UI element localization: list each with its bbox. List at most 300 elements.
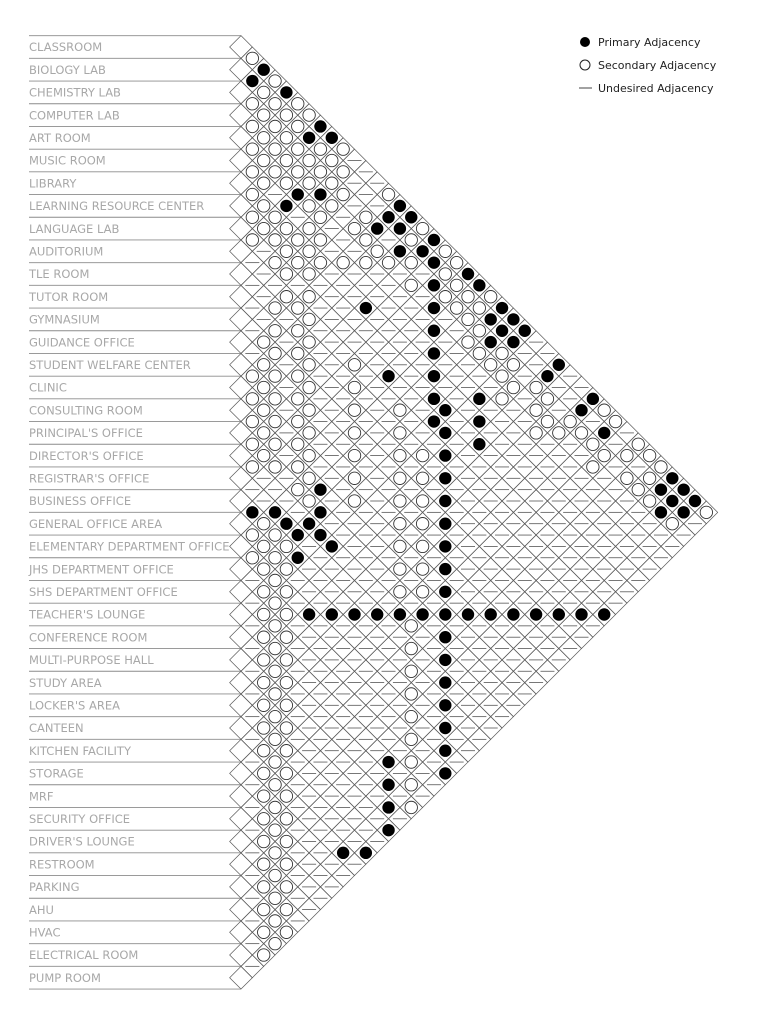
secondary-adjacency-mark xyxy=(394,586,406,598)
room-label: CHEMISTRY LAB xyxy=(29,85,121,100)
primary-adjacency-mark xyxy=(405,211,417,223)
room-row xyxy=(29,358,241,376)
adjacency-grid xyxy=(230,36,718,989)
room-label: TLE ROOM xyxy=(29,267,90,282)
secondary-adjacency-mark xyxy=(258,926,270,938)
secondary-adjacency-mark xyxy=(269,256,281,268)
primary-adjacency-mark xyxy=(439,449,451,461)
secondary-adjacency-mark xyxy=(258,359,270,371)
secondary-adjacency-mark xyxy=(246,461,258,473)
room-label: MRF xyxy=(29,789,54,804)
secondary-adjacency-mark xyxy=(326,154,338,166)
secondary-adjacency-mark xyxy=(337,256,349,268)
secondary-adjacency-mark xyxy=(496,347,508,359)
room-label: BIOLOGY LAB xyxy=(29,62,106,77)
room-label: JHS DEPARTMENT OFFICE xyxy=(29,562,174,577)
edge-cell xyxy=(230,944,253,967)
secondary-adjacency-mark xyxy=(360,211,372,223)
primary-adjacency-mark xyxy=(473,415,485,427)
room-row xyxy=(29,699,241,717)
secondary-adjacency-mark xyxy=(269,234,281,246)
room-row xyxy=(29,131,241,149)
secondary-adjacency-mark xyxy=(246,234,258,246)
room-label: STUDENT WELFARE CENTER xyxy=(29,358,191,372)
secondary-adjacency-mark xyxy=(258,586,270,598)
primary-adjacency-mark xyxy=(507,313,519,325)
secondary-adjacency-mark xyxy=(473,325,485,337)
primary-adjacency-mark xyxy=(541,370,553,382)
secondary-adjacency-mark xyxy=(541,415,553,427)
secondary-adjacency-mark xyxy=(258,631,270,643)
primary-adjacency-mark xyxy=(655,506,667,518)
room-row xyxy=(29,653,241,671)
primary-adjacency-mark xyxy=(314,120,326,132)
secondary-adjacency-mark xyxy=(269,461,281,473)
secondary-adjacency-mark xyxy=(258,654,270,666)
primary-adjacency-mark xyxy=(314,188,326,200)
secondary-adjacency-mark xyxy=(405,642,417,654)
primary-adjacency-mark xyxy=(439,472,451,484)
secondary-adjacency-mark xyxy=(462,291,474,303)
secondary-adjacency-mark xyxy=(439,291,451,303)
secondary-adjacency-mark xyxy=(280,222,292,234)
secondary-adjacency-mark xyxy=(280,676,292,688)
primary-adjacency-mark xyxy=(258,63,270,75)
secondary-adjacency-mark xyxy=(394,449,406,461)
secondary-adjacency-mark xyxy=(292,120,304,132)
secondary-adjacency-mark xyxy=(269,869,281,881)
secondary-adjacency-mark xyxy=(258,699,270,711)
primary-adjacency-mark xyxy=(371,222,383,234)
secondary-adjacency-mark xyxy=(280,654,292,666)
secondary-adjacency-mark xyxy=(280,177,292,189)
secondary-adjacency-mark xyxy=(269,211,281,223)
edge-cell xyxy=(230,671,253,694)
primary-adjacency-mark xyxy=(439,676,451,688)
secondary-adjacency-mark xyxy=(258,608,270,620)
secondary-adjacency-mark xyxy=(258,835,270,847)
secondary-adjacency-mark xyxy=(416,472,428,484)
secondary-adjacency-mark xyxy=(292,347,304,359)
legend-secondary-label: Secondary Adjacency xyxy=(598,59,717,72)
room-label: GUIDANCE OFFICE xyxy=(29,335,135,350)
room-label: CANTEEN xyxy=(29,721,84,736)
secondary-adjacency-mark xyxy=(280,245,292,257)
edge-cell xyxy=(230,853,253,876)
secondary-adjacency-mark xyxy=(246,438,258,450)
secondary-adjacency-mark xyxy=(303,472,315,484)
room-label: CLASSROOM xyxy=(29,40,103,55)
secondary-adjacency-mark xyxy=(507,381,519,393)
room-row xyxy=(29,108,241,126)
secondary-adjacency-mark xyxy=(246,552,258,564)
secondary-adjacency-mark xyxy=(416,540,428,552)
edge-cell xyxy=(230,694,253,717)
secondary-adjacency-mark xyxy=(269,665,281,677)
primary-adjacency-mark xyxy=(292,188,304,200)
room-label: ART ROOM xyxy=(29,131,91,145)
primary-adjacency-mark xyxy=(303,132,315,144)
secondary-adjacency-mark xyxy=(269,801,281,813)
secondary-adjacency-mark xyxy=(292,256,304,268)
secondary-adjacency-mark xyxy=(303,313,315,325)
primary-adjacency-mark xyxy=(439,608,451,620)
primary-adjacency-mark xyxy=(439,654,451,666)
primary-adjacency-mark xyxy=(394,200,406,212)
room-label: CONFERENCE ROOM xyxy=(29,630,148,645)
secondary-adjacency-mark xyxy=(258,336,270,348)
secondary-adjacency-mark xyxy=(314,256,326,268)
edge-cell xyxy=(230,898,253,921)
secondary-adjacency-mark xyxy=(280,767,292,779)
secondary-adjacency-mark xyxy=(541,393,553,405)
room-row xyxy=(29,335,241,353)
secondary-adjacency-mark xyxy=(360,256,372,268)
secondary-adjacency-mark xyxy=(269,915,281,927)
room-row xyxy=(29,812,241,830)
legend-undesired-label: Undesired Adjacency xyxy=(598,82,714,95)
primary-adjacency-mark xyxy=(462,608,474,620)
room-row xyxy=(29,721,241,739)
primary-adjacency-mark xyxy=(666,472,678,484)
secondary-adjacency-mark xyxy=(246,188,258,200)
edge-cell xyxy=(230,580,253,603)
primary-adjacency-mark xyxy=(689,495,701,507)
secondary-adjacency-mark xyxy=(632,438,644,450)
secondary-adjacency-mark xyxy=(587,438,599,450)
primary-adjacency-mark xyxy=(280,86,292,98)
secondary-adjacency-mark xyxy=(258,722,270,734)
room-label: STUDY AREA xyxy=(29,675,102,690)
secondary-adjacency-mark xyxy=(439,268,451,280)
secondary-adjacency-mark xyxy=(348,495,360,507)
primary-adjacency-mark xyxy=(428,256,440,268)
primary-adjacency-mark xyxy=(303,608,315,620)
secondary-adjacency-mark xyxy=(473,302,485,314)
secondary-adjacency-mark xyxy=(405,279,417,291)
secondary-adjacency-mark xyxy=(280,881,292,893)
room-row xyxy=(29,403,241,421)
secondary-adjacency-mark xyxy=(269,98,281,110)
primary-adjacency-mark xyxy=(371,608,383,620)
room-label: LOCKER'S AREA xyxy=(29,698,120,713)
secondary-adjacency-mark xyxy=(280,813,292,825)
room-label: ELECTRICAL ROOM xyxy=(29,948,139,963)
secondary-adjacency-mark xyxy=(246,415,258,427)
secondary-adjacency-mark xyxy=(269,370,281,382)
secondary-adjacency-mark xyxy=(462,313,474,325)
primary-adjacency-mark xyxy=(416,608,428,620)
room-row xyxy=(29,245,241,263)
secondary-adjacency-mark xyxy=(292,234,304,246)
secondary-adjacency-mark xyxy=(269,688,281,700)
secondary-adjacency-mark xyxy=(269,438,281,450)
room-row xyxy=(29,40,241,58)
primary-adjacency-mark xyxy=(337,847,349,859)
primary-adjacency-mark xyxy=(292,529,304,541)
secondary-adjacency-mark xyxy=(303,291,315,303)
room-label: SECURITY OFFICE xyxy=(29,812,131,826)
secondary-adjacency-mark xyxy=(258,132,270,144)
primary-adjacency-mark xyxy=(303,518,315,530)
room-row xyxy=(29,494,241,512)
primary-adjacency-mark xyxy=(314,529,326,541)
secondary-adjacency-mark xyxy=(462,336,474,348)
primary-adjacency-mark xyxy=(519,325,531,337)
primary-adjacency-mark xyxy=(439,586,451,598)
primary-adjacency-mark xyxy=(439,767,451,779)
edge-cell xyxy=(230,830,253,853)
secondary-adjacency-mark xyxy=(666,518,678,530)
room-row xyxy=(29,857,241,875)
primary-adjacency-mark xyxy=(677,506,689,518)
secondary-adjacency-mark xyxy=(280,291,292,303)
room-row xyxy=(29,472,241,490)
primary-adjacency-mark xyxy=(326,540,338,552)
secondary-adjacency-mark xyxy=(496,393,508,405)
room-row xyxy=(29,63,241,81)
edge-cell xyxy=(230,739,253,762)
secondary-adjacency-mark xyxy=(258,540,270,552)
room-row xyxy=(29,86,241,104)
secondary-adjacency-mark xyxy=(269,620,281,632)
primary-adjacency-mark xyxy=(439,563,451,575)
room-row xyxy=(28,608,241,626)
secondary-adjacency-mark xyxy=(258,518,270,530)
secondary-adjacency-mark xyxy=(416,449,428,461)
secondary-adjacency-mark xyxy=(292,415,304,427)
secondary-adjacency-mark xyxy=(246,120,258,132)
primary-adjacency-mark xyxy=(280,518,292,530)
secondary-adjacency-mark xyxy=(269,166,281,178)
secondary-adjacency-mark xyxy=(280,699,292,711)
secondary-adjacency-mark xyxy=(326,200,338,212)
primary-adjacency-mark xyxy=(428,347,440,359)
secondary-adjacency-mark xyxy=(394,404,406,416)
secondary-adjacency-mark xyxy=(269,415,281,427)
secondary-adjacency-mark xyxy=(292,325,304,337)
secondary-adjacency-mark xyxy=(280,109,292,121)
secondary-adjacency-mark xyxy=(269,892,281,904)
secondary-adjacency-mark xyxy=(496,370,508,382)
secondary-adjacency-mark xyxy=(269,325,281,337)
secondary-adjacency-mark xyxy=(643,472,655,484)
secondary-adjacency-mark xyxy=(269,143,281,155)
secondary-adjacency-mark xyxy=(280,745,292,757)
room-row xyxy=(29,926,241,944)
primary-adjacency-mark xyxy=(382,824,394,836)
primary-adjacency-mark xyxy=(326,608,338,620)
secondary-adjacency-mark xyxy=(473,347,485,359)
secondary-adjacency-mark xyxy=(405,779,417,791)
secondary-adjacency-mark xyxy=(394,495,406,507)
secondary-adjacency-mark xyxy=(246,211,258,223)
room-label: DIRECTOR'S OFFICE xyxy=(29,448,144,463)
primary-adjacency-mark xyxy=(428,325,440,337)
secondary-adjacency-mark xyxy=(280,268,292,280)
secondary-adjacency-mark xyxy=(303,427,315,439)
secondary-adjacency-mark xyxy=(405,256,417,268)
primary-adjacency-mark xyxy=(462,268,474,280)
room-label: MULTI-PURPOSE HALL xyxy=(29,653,154,668)
primary-adjacency-mark xyxy=(314,483,326,495)
secondary-adjacency-mark xyxy=(553,427,565,439)
primary-adjacency-mark xyxy=(655,483,667,495)
secondary-adjacency-mark xyxy=(303,359,315,371)
primary-adjacency-mark xyxy=(485,313,497,325)
primary-adjacency-mark xyxy=(598,427,610,439)
secondary-adjacency-mark xyxy=(303,404,315,416)
secondary-adjacency-mark xyxy=(280,903,292,915)
secondary-adjacency-mark xyxy=(246,370,258,382)
primary-adjacency-mark xyxy=(394,608,406,620)
secondary-adjacency-mark xyxy=(269,529,281,541)
primary-adjacency-mark xyxy=(473,279,485,291)
secondary-adjacency-mark xyxy=(348,472,360,484)
primary-adjacency-mark xyxy=(326,132,338,144)
secondary-adjacency-mark xyxy=(450,279,462,291)
secondary-adjacency-mark xyxy=(269,574,281,586)
secondary-adjacency-mark xyxy=(303,109,315,121)
primary-adjacency-mark xyxy=(428,234,440,246)
room-label: HVAC xyxy=(29,925,61,940)
primary-adjacency-mark xyxy=(439,495,451,507)
legend-primary-label: Primary Adjacency xyxy=(598,36,701,49)
room-row xyxy=(29,517,241,535)
edge-cell xyxy=(230,285,253,308)
secondary-adjacency-mark xyxy=(621,449,633,461)
room-row xyxy=(29,585,241,603)
room-label: KITCHEN FACILITY xyxy=(29,743,131,758)
room-row xyxy=(29,767,241,785)
secondary-adjacency-mark xyxy=(416,586,428,598)
secondary-adjacency-mark xyxy=(258,177,270,189)
primary-adjacency-mark xyxy=(439,745,451,757)
primary-adjacency-mark xyxy=(382,801,394,813)
secondary-adjacency-mark xyxy=(303,200,315,212)
room-row xyxy=(29,426,241,444)
room-row xyxy=(29,880,241,898)
room-label: GYMNASIUM xyxy=(29,312,100,327)
primary-adjacency-mark xyxy=(507,336,519,348)
secondary-adjacency-mark xyxy=(269,937,281,949)
secondary-adjacency-mark xyxy=(405,756,417,768)
secondary-adjacency-mark xyxy=(314,166,326,178)
room-row xyxy=(29,449,241,467)
secondary-adjacency-mark xyxy=(280,132,292,144)
room-row xyxy=(29,789,241,807)
secondary-adjacency-mark xyxy=(246,143,258,155)
primary-adjacency-mark xyxy=(394,245,406,257)
secondary-adjacency-mark xyxy=(280,154,292,166)
room-row xyxy=(29,313,241,331)
secondary-adjacency-mark xyxy=(405,801,417,813)
secondary-adjacency-mark xyxy=(258,813,270,825)
legend xyxy=(579,36,717,95)
secondary-adjacency-mark xyxy=(269,710,281,722)
edge-cell xyxy=(230,649,253,672)
secondary-adjacency-mark xyxy=(258,949,270,961)
room-label: LEARNING RESOURCE CENTER xyxy=(29,199,205,214)
edge-cell xyxy=(230,603,253,626)
secondary-adjacency-icon xyxy=(580,60,590,70)
secondary-adjacency-mark xyxy=(416,563,428,575)
secondary-adjacency-mark xyxy=(348,404,360,416)
secondary-adjacency-mark xyxy=(507,359,519,371)
room-label: TEACHER'S LOUNGE xyxy=(29,607,146,622)
secondary-adjacency-mark xyxy=(348,427,360,439)
secondary-adjacency-mark xyxy=(598,449,610,461)
secondary-adjacency-mark xyxy=(439,245,451,257)
secondary-adjacency-mark xyxy=(269,552,281,564)
secondary-adjacency-mark xyxy=(326,177,338,189)
secondary-adjacency-mark xyxy=(258,790,270,802)
secondary-adjacency-mark xyxy=(405,234,417,246)
secondary-adjacency-mark xyxy=(258,109,270,121)
room-row xyxy=(28,290,241,308)
secondary-adjacency-mark xyxy=(246,98,258,110)
secondary-adjacency-mark xyxy=(337,143,349,155)
secondary-adjacency-mark xyxy=(450,256,462,268)
secondary-adjacency-mark xyxy=(258,881,270,893)
secondary-adjacency-mark xyxy=(530,381,542,393)
secondary-adjacency-mark xyxy=(348,381,360,393)
secondary-adjacency-mark xyxy=(269,347,281,359)
secondary-adjacency-mark xyxy=(416,222,428,234)
primary-adjacency-mark xyxy=(439,518,451,530)
secondary-adjacency-mark xyxy=(292,393,304,405)
secondary-adjacency-mark xyxy=(621,472,633,484)
secondary-adjacency-mark xyxy=(643,449,655,461)
primary-adjacency-mark xyxy=(428,302,440,314)
secondary-adjacency-mark xyxy=(405,688,417,700)
edge-cell xyxy=(230,807,253,830)
room-label: LIBRARY xyxy=(29,176,77,191)
secondary-adjacency-mark xyxy=(314,234,326,246)
primary-adjacency-mark xyxy=(439,631,451,643)
edge-cell xyxy=(230,785,253,808)
secondary-adjacency-mark xyxy=(303,268,315,280)
secondary-adjacency-mark xyxy=(246,166,258,178)
room-label: LANGUAGE LAB xyxy=(29,221,120,236)
primary-adjacency-mark xyxy=(598,608,610,620)
secondary-adjacency-mark xyxy=(405,620,417,632)
primary-adjacency-mark xyxy=(496,302,508,314)
primary-adjacency-mark xyxy=(292,552,304,564)
legend-undesired xyxy=(579,82,714,95)
secondary-adjacency-mark xyxy=(269,756,281,768)
secondary-adjacency-mark xyxy=(371,245,383,257)
primary-adjacency-mark xyxy=(485,336,497,348)
primary-adjacency-mark xyxy=(382,779,394,791)
edge-cell xyxy=(230,717,253,740)
primary-adjacency-mark xyxy=(507,608,519,620)
room-label: MUSIC ROOM xyxy=(29,153,106,168)
primary-adjacency-mark xyxy=(382,211,394,223)
secondary-adjacency-mark xyxy=(485,359,497,371)
secondary-adjacency-mark xyxy=(258,745,270,757)
secondary-adjacency-mark xyxy=(269,779,281,791)
edge-cell xyxy=(230,921,253,944)
room-label: PUMP ROOM xyxy=(29,970,101,985)
room-row xyxy=(29,835,241,853)
secondary-adjacency-mark xyxy=(258,903,270,915)
secondary-adjacency-mark xyxy=(292,302,304,314)
secondary-adjacency-mark xyxy=(258,404,270,416)
secondary-adjacency-mark xyxy=(587,461,599,473)
room-row xyxy=(29,199,241,217)
secondary-adjacency-mark xyxy=(292,98,304,110)
